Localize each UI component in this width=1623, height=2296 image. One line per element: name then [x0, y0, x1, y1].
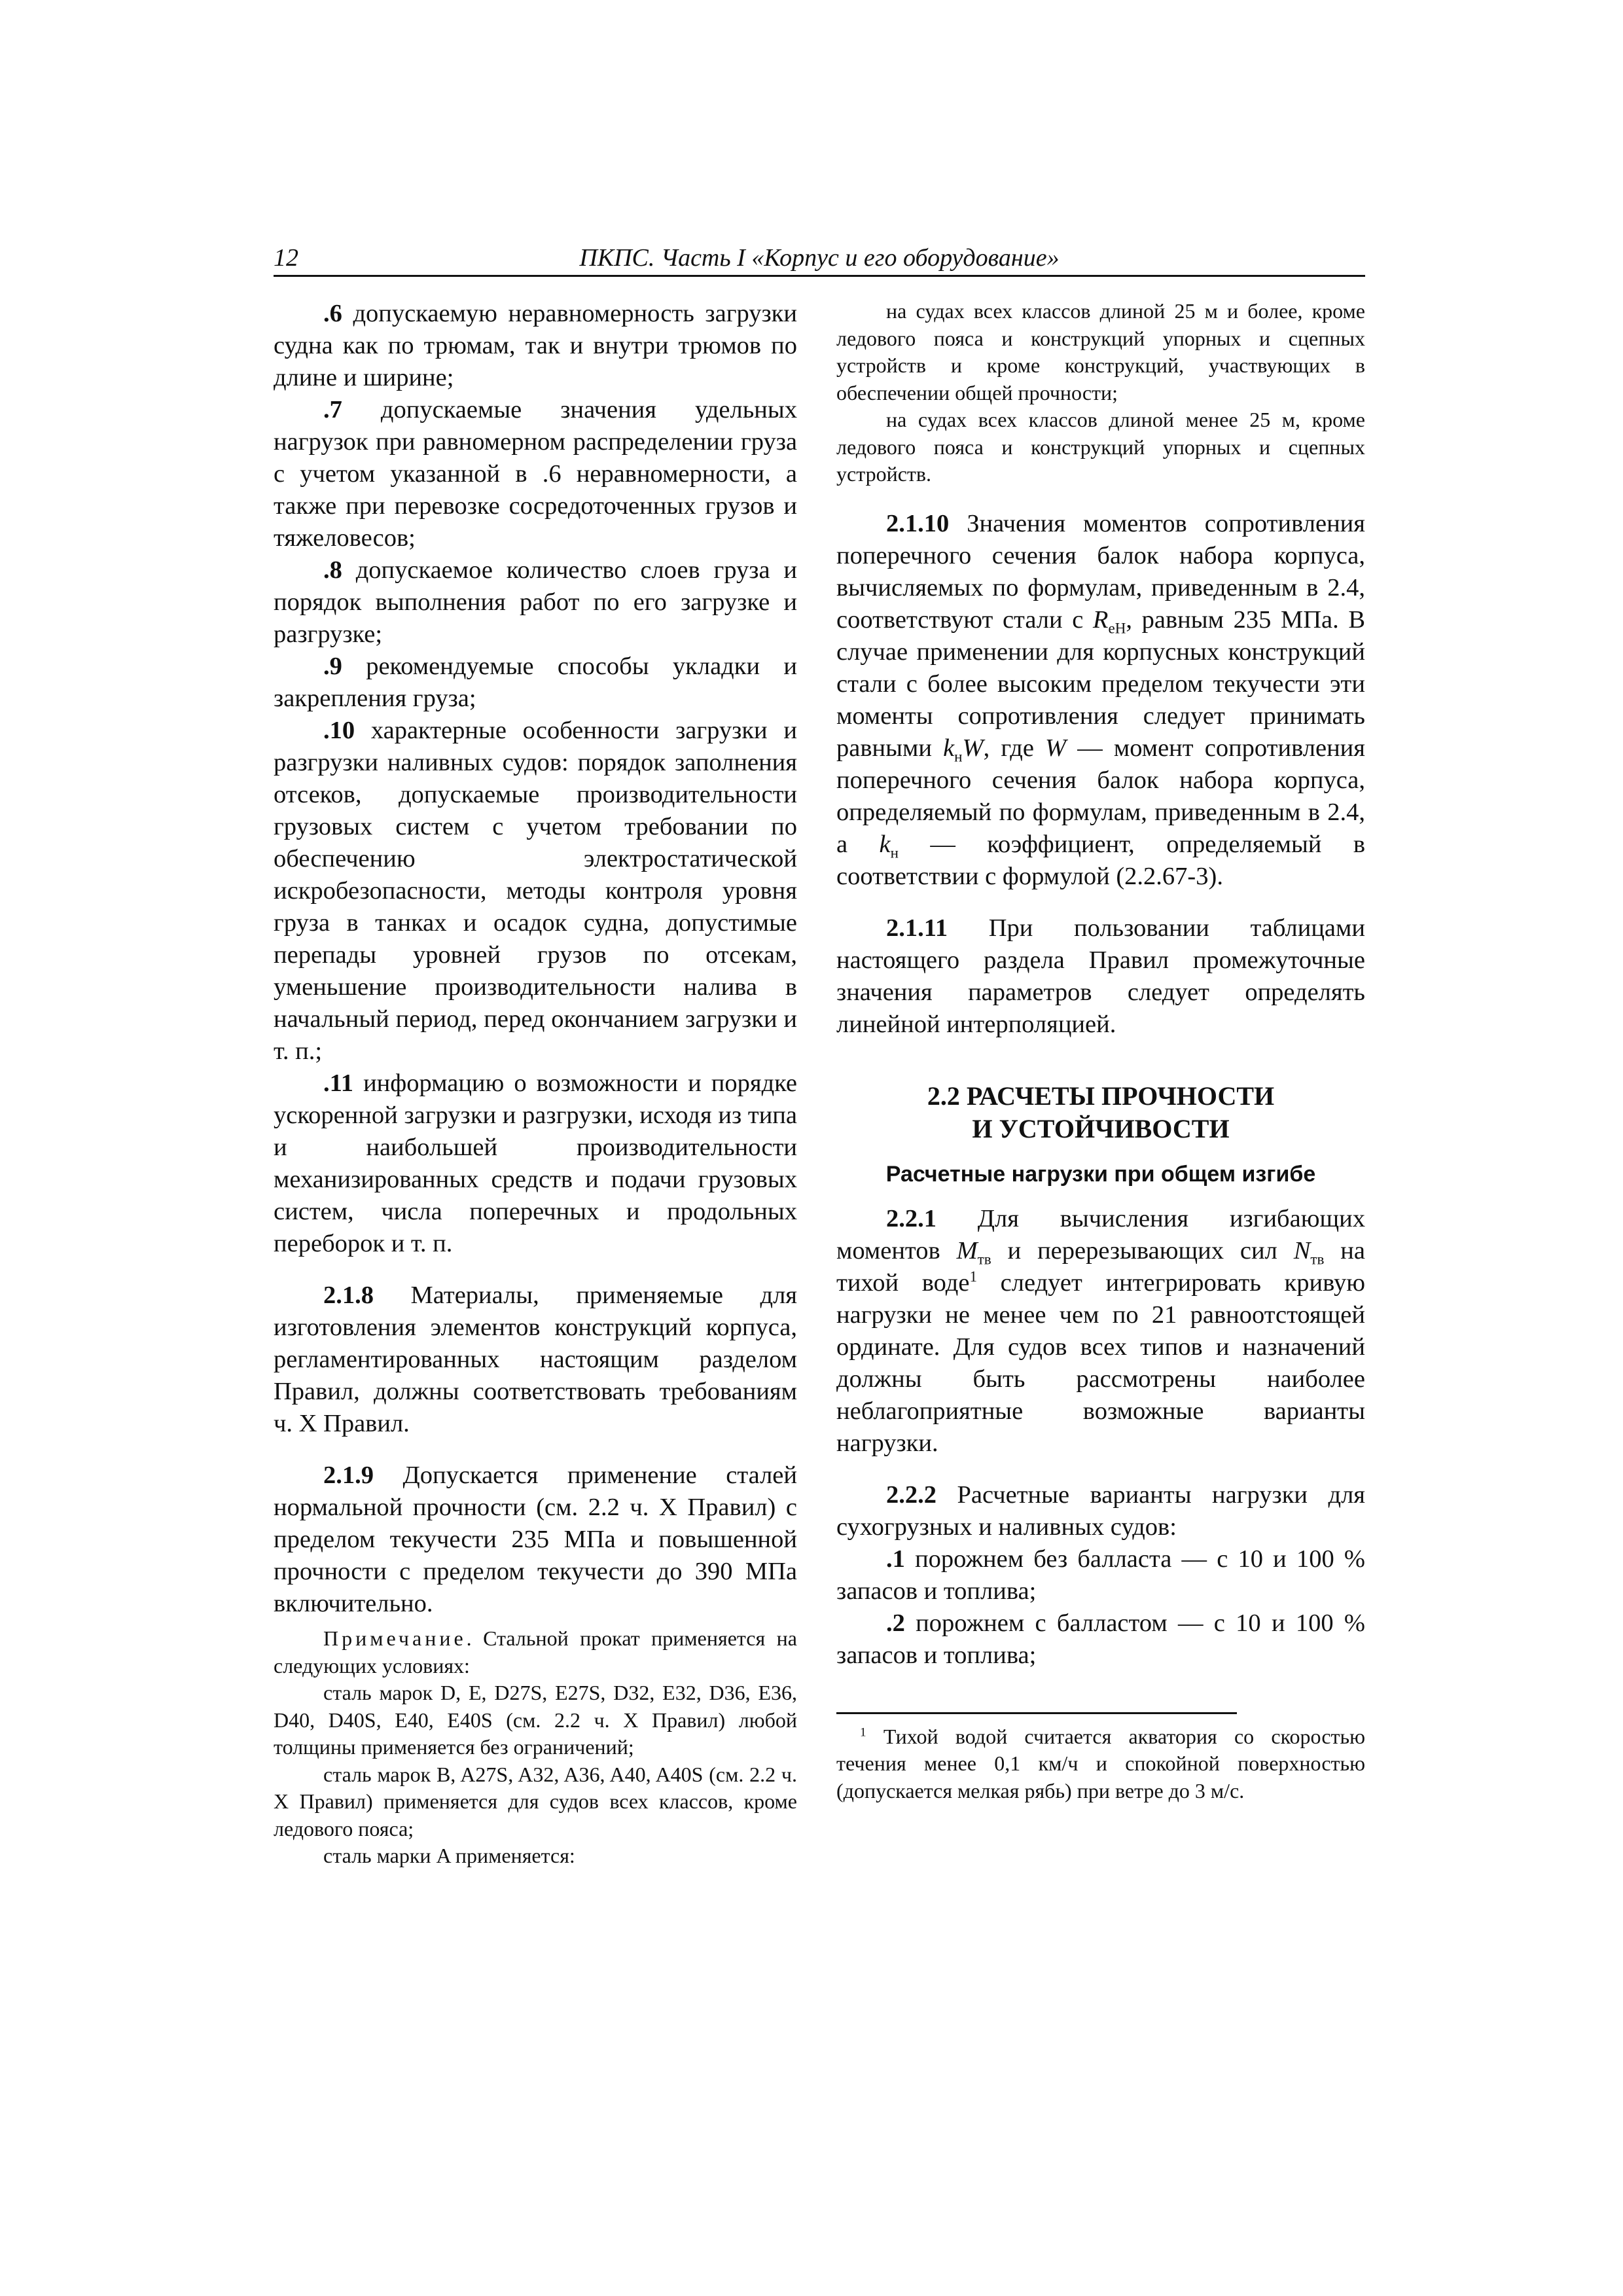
item-6: .6 допускаемую неравномерность загрузки судна как по трюмам, так и внутри трюмов по длине и ширине;: [274, 300, 797, 391]
clause-2-1-11: 2.1.11 При пользовании таблицами настоящего раздела Правил промежуточные значения параметров следует определять линейной интерполяцией.: [836, 914, 1365, 1038]
section-title: 2.2 РАСЧЕТЫ ПРОЧНОСТИ И УСТОЙЧИВОСТИ: [927, 1081, 1275, 1143]
item-10: .10 характерные особенности загрузки и разгрузки наливных судов: порядок заполнения отсеков, допускаемые производительности грузовых систем с учетом требовании по обеспечению электростатической искробезопасности, методы контроля уровня груза в танках и осадок судна, допустимые перепады уровней грузов по отсекам, уменьшение производительности налива в начальный период, перед окончанием загрузки и т. п.;: [274, 717, 797, 1065]
item-2-2-2-2: .2 порожнем с балластом — с 10 и 100 % запасов и топлива;: [836, 1609, 1365, 1669]
note-steel-a-long: на судах всех классов длиной 25 м и более, кроме ледового пояса и конструкций упорных и сцепных устройств и кроме конструкций, участвующих в обеспечении общей прочности;: [836, 299, 1365, 404]
item-7: .7 допускаемые значения удельных нагрузок при равномерном распределении груза с учетом указанной в .6 неравномерности, а также при перевозке сосредоточенных грузов и тяжеловесов;: [274, 396, 797, 552]
note-steel-a-short: на судах всех классов длиной менее 25 м, кроме ледового пояса и конструкций упорных и сцепных устройств.: [836, 408, 1365, 486]
item-11: .11 информацию о возможности и порядке ускоренной загрузки и разгрузки, исходя из типа и наибольшей производительности механизированных средств и подачи грузовых систем, числа поперечных и продольных переборок и т. п.: [274, 1069, 797, 1257]
item-9: .9 рекомендуемые способы укладки и закрепления груза;: [274, 653, 797, 712]
item-8: .8 допускаемое количество слоев груза и порядок выполнения работ по его загрузке и разгрузке;: [274, 556, 797, 648]
clause-2-1-10: 2.1.10 Значения моментов сопротивления поперечного сечения балок набора корпуса, вычисляемых по формулам, приведенным в 2.4, соответствуют стали с $R_{eH}$, равным 235 МПа. В случае применении для корпусных конструкций стали с более высоким пределом текучести эти моменты сопротивления следует принимать равными $k_нW$, где W — момент сопротивления поперечного сечения балок набора корпуса, определяемый по формулам, приведенным в 2.4, а $k_н$ — коэффициент, определяемый в соответствии с формулой (2.2.67-3).: [836, 509, 1366, 890]
footnote-ref: 1: [969, 1267, 978, 1285]
item-2-2-2-1: .1 порожнем без балласта — с 10 и 100 % запасов и топлива;: [836, 1545, 1365, 1605]
running-title: ПКПС. Часть I «Корпус и его оборудование»: [579, 244, 1060, 272]
footnote-divider: [836, 1712, 1237, 1714]
clause-2-1-9: 2.1.9 Допускается применение сталей нормальной прочности (см. 2.2 ч. X Правил) с пределом текучести 235 МПа и повышенной прочности с пределом текучести до 390 МПа включительно.: [274, 1462, 797, 1617]
clause-2-2-2: 2.2.2 Расчетные варианты нагрузки для сухогрузных и наливных судов:: [836, 1480, 1365, 1541]
note-intro: Примечание. Стальной прокат применяется на следующих условиях:: [274, 1626, 797, 1677]
clause-2-2-1: 2.2.1 Для вычисления изгибающих моментов $M_{тв}$ и перерезывающих сил $N_{тв}$ на тихой воде$^1$ следует интегрировать кривую нагрузки не менее чем по 21 равноотстоящей ординате. Для судов всех типов и назначений должны быть рассмотрены наиболее неблагоприятные возможные варианты нагрузки.: [836, 1204, 1365, 1457]
left-column: [274, 298, 797, 1870]
note-steel-d-e: сталь марок D, E, D27S, E27S, D32, E32, D36, E36, D40, D40S, E40, E40S (см. 2.2 ч. X Правил) любой толщины применяется без ограничений;: [274, 1681, 797, 1759]
subsection-title: Расчетные нагрузки при общем изгибе: [885, 1161, 1316, 1187]
note-steel-b-a: сталь марок B, A27S, A32, A36, A40, A40S (см. 2.2 ч. X Правил) применяется для судов всех классов, кроме ледового пояса;: [274, 1762, 797, 1840]
page-header: [274, 243, 1365, 277]
note-steel-a: сталь марки A применяется:: [323, 1844, 575, 1867]
clause-2-1-8: 2.1.8 Материалы, применяемые для изготовления элементов конструкций корпуса, регламентированных настоящим разделом Правил, должны соответствовать требованиям ч. X Правил.: [274, 1282, 797, 1437]
footnote: $^1$ Тихой водой считается акватория со скоростью течения менее 0,1 км/ч и спокойной поверхностью (допускается мелкая рябь) при ветре до 3 м/с.: [836, 1724, 1365, 1803]
right-column: [836, 298, 1365, 1804]
page-number: 12: [274, 244, 298, 272]
